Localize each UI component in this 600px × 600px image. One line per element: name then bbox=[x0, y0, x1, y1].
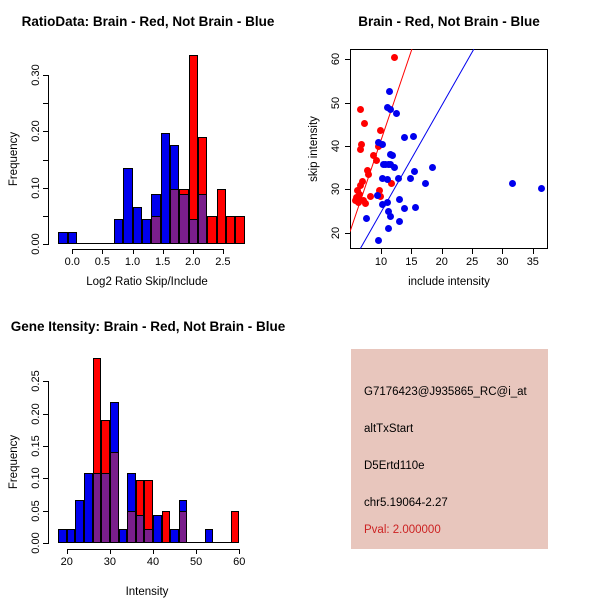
histogram-overlap-bar bbox=[93, 473, 102, 543]
x-tick bbox=[193, 249, 194, 254]
x-tick-label: 30 bbox=[103, 556, 117, 568]
y-tick bbox=[43, 188, 48, 189]
y-tick bbox=[43, 160, 48, 161]
not_brain-data-point bbox=[395, 175, 402, 182]
histogram-overlap-bar bbox=[198, 194, 207, 244]
y-tick-label: 0.15 bbox=[30, 435, 42, 457]
histogram-bar bbox=[58, 232, 67, 244]
brain-data-point bbox=[367, 193, 374, 200]
not_brain-data-point bbox=[401, 134, 408, 141]
not_brain-data-point bbox=[407, 175, 414, 182]
x-tick bbox=[196, 549, 197, 554]
y-tick bbox=[43, 414, 48, 415]
histogram-overlap-bar bbox=[101, 473, 110, 543]
pval-text: Pval: 2.000000 bbox=[364, 524, 441, 536]
y-tick-label: 0.05 bbox=[30, 499, 42, 522]
y-tick-label: 50 bbox=[330, 96, 342, 109]
x-tick-label: 1.0 bbox=[124, 256, 141, 268]
brain-data-point bbox=[357, 146, 364, 153]
histogram-bar bbox=[133, 207, 142, 244]
y-tick-label: 40 bbox=[330, 139, 342, 153]
x-tick bbox=[442, 249, 443, 254]
x-tick bbox=[223, 249, 224, 254]
not_brain-data-point bbox=[410, 133, 417, 140]
scatter-x-axis-label: include intensity bbox=[408, 276, 490, 288]
y-tick bbox=[43, 244, 48, 245]
x-tick-label: 35 bbox=[526, 256, 539, 268]
y-tick bbox=[43, 446, 48, 447]
histogram-bar bbox=[84, 473, 93, 543]
info-background-box bbox=[351, 349, 548, 549]
x-tick-label: 10 bbox=[374, 256, 388, 268]
y-tick bbox=[43, 381, 48, 382]
x-tick bbox=[67, 549, 68, 554]
histogram-bar bbox=[68, 232, 77, 244]
histogram-overlap-bar bbox=[151, 216, 160, 244]
histogram-overlap-bar bbox=[136, 515, 145, 543]
x-tick bbox=[502, 249, 503, 254]
x-tick bbox=[110, 549, 111, 554]
histogram-bar bbox=[207, 216, 216, 244]
y-tick-label: 0.10 bbox=[30, 176, 42, 199]
not_brain-data-point bbox=[401, 205, 408, 212]
not_brain-data-point bbox=[429, 164, 436, 171]
not_brain-data-point bbox=[384, 176, 391, 183]
x-tick bbox=[239, 549, 240, 554]
histogram-bar bbox=[142, 219, 151, 244]
scatter-y-axis-label: skip intensity bbox=[308, 116, 320, 182]
gene-name-text: D5Ertd110e bbox=[364, 460, 425, 472]
y-tick-label: 0.20 bbox=[30, 402, 42, 425]
y-tick bbox=[43, 543, 48, 544]
y-tick-label: 0.20 bbox=[30, 120, 42, 143]
y-tick bbox=[43, 478, 48, 479]
event-type-text: altTxStart bbox=[364, 423, 414, 435]
y-tick bbox=[43, 216, 48, 217]
y-tick bbox=[43, 103, 48, 104]
x-tick bbox=[153, 549, 154, 554]
x-tick-label: 50 bbox=[190, 556, 203, 568]
histogram-bar bbox=[189, 55, 198, 244]
y-tick bbox=[43, 511, 48, 512]
ratio-histogram-panel bbox=[0, 0, 300, 300]
y-tick-label: 60 bbox=[330, 53, 342, 66]
histogram-bar bbox=[161, 133, 170, 244]
x-tick-label: 20 bbox=[60, 556, 73, 568]
not_brain-data-point bbox=[374, 192, 381, 199]
not_brain-data-point bbox=[538, 185, 545, 192]
y-tick bbox=[43, 131, 48, 132]
histogram-bar bbox=[67, 529, 76, 543]
x-tick-label: 20 bbox=[435, 256, 448, 268]
y-tick-label: 0.10 bbox=[30, 467, 42, 489]
x-axis-line bbox=[72, 249, 224, 250]
not_brain-data-point bbox=[422, 180, 429, 187]
histogram-bar bbox=[153, 515, 162, 543]
locus-text: chr5.19064-2.27 bbox=[364, 497, 448, 509]
histogram-bar bbox=[226, 216, 235, 244]
x-tick bbox=[163, 249, 164, 254]
x-tick-label: 0.5 bbox=[94, 256, 111, 268]
x-tick-label: 15 bbox=[405, 256, 418, 268]
histogram-bar bbox=[231, 511, 240, 543]
not_brain-data-point bbox=[379, 141, 386, 148]
histogram-overlap-bar bbox=[110, 452, 119, 543]
histogram-bar bbox=[119, 529, 128, 543]
histogram-bar bbox=[58, 529, 67, 543]
histogram-bar bbox=[235, 216, 244, 244]
probe-id-text: G7176423@J935865_RC@i_at bbox=[364, 386, 527, 398]
gene-info-panel bbox=[300, 300, 600, 600]
y-tick bbox=[43, 75, 48, 76]
not_brain-data-point bbox=[396, 196, 403, 203]
not_brain-data-point bbox=[412, 204, 419, 211]
x-tick bbox=[72, 249, 73, 254]
x-tick bbox=[133, 249, 134, 254]
histogram-overlap-bar bbox=[179, 194, 188, 244]
histogram-bar bbox=[75, 500, 84, 543]
ratio-x-axis-label: Log2 Ratio Skip/Include bbox=[86, 276, 208, 288]
y-axis-line bbox=[48, 75, 49, 245]
brain-data-point bbox=[362, 200, 369, 207]
histogram-bar bbox=[170, 529, 179, 543]
not_brain-data-point bbox=[363, 215, 370, 222]
histogram-bar bbox=[123, 168, 132, 244]
gene-histogram-title: Gene Itensity: Brain - Red, Not Brain - Blue bbox=[10, 319, 286, 334]
x-tick bbox=[102, 249, 103, 254]
not_brain-data-point bbox=[411, 168, 418, 175]
x-tick-label: 1.5 bbox=[155, 256, 171, 268]
x-tick-label: 2.0 bbox=[185, 256, 201, 268]
x-tick bbox=[472, 249, 473, 254]
x-tick-label: 25 bbox=[465, 256, 479, 268]
x-tick bbox=[411, 249, 412, 254]
histogram-overlap-bar bbox=[189, 219, 198, 244]
x-tick-label: 0.0 bbox=[64, 256, 80, 268]
y-tick-label: 0.25 bbox=[30, 370, 42, 392]
y-tick-label: 20 bbox=[330, 226, 342, 239]
x-tick-label: 2.5 bbox=[215, 256, 231, 268]
x-tick bbox=[381, 249, 382, 254]
histogram-overlap-bar bbox=[179, 511, 188, 543]
gene-y-axis-label: Frequency bbox=[8, 434, 20, 490]
histogram-overlap-bar bbox=[144, 529, 153, 543]
histogram-overlap-bar bbox=[170, 189, 179, 244]
ratio-y-axis-label: Frequency bbox=[8, 131, 20, 187]
y-tick-label: 30 bbox=[330, 183, 342, 196]
y-tick-label: 0.00 bbox=[30, 532, 42, 554]
x-tick-label: 40 bbox=[146, 556, 160, 568]
histogram-bar bbox=[217, 189, 226, 244]
y-tick-label: 0.00 bbox=[30, 233, 42, 255]
gene-x-axis-label: Intensity bbox=[125, 586, 169, 598]
gene-intensity-histogram-panel bbox=[0, 300, 300, 600]
x-tick-label: 60 bbox=[233, 556, 246, 568]
ratio-histogram-title: RatioData: Brain - Red, Not Brain - Blue bbox=[21, 14, 275, 29]
histogram-bar bbox=[205, 529, 214, 543]
histogram-overlap-bar bbox=[127, 511, 136, 543]
y-tick-label: 0.30 bbox=[30, 64, 42, 86]
not_brain-data-point bbox=[393, 110, 400, 117]
x-tick-label: 30 bbox=[496, 256, 509, 268]
y-axis-line bbox=[48, 381, 49, 544]
histogram-bar bbox=[114, 219, 123, 244]
x-tick bbox=[533, 249, 534, 254]
scatter-title: Brain - Red, Not Brain - Blue bbox=[358, 14, 540, 29]
scatter-panel bbox=[300, 0, 600, 300]
histogram-bar bbox=[162, 511, 171, 543]
not_brain-data-point bbox=[389, 152, 396, 159]
brain-data-point bbox=[357, 106, 364, 113]
